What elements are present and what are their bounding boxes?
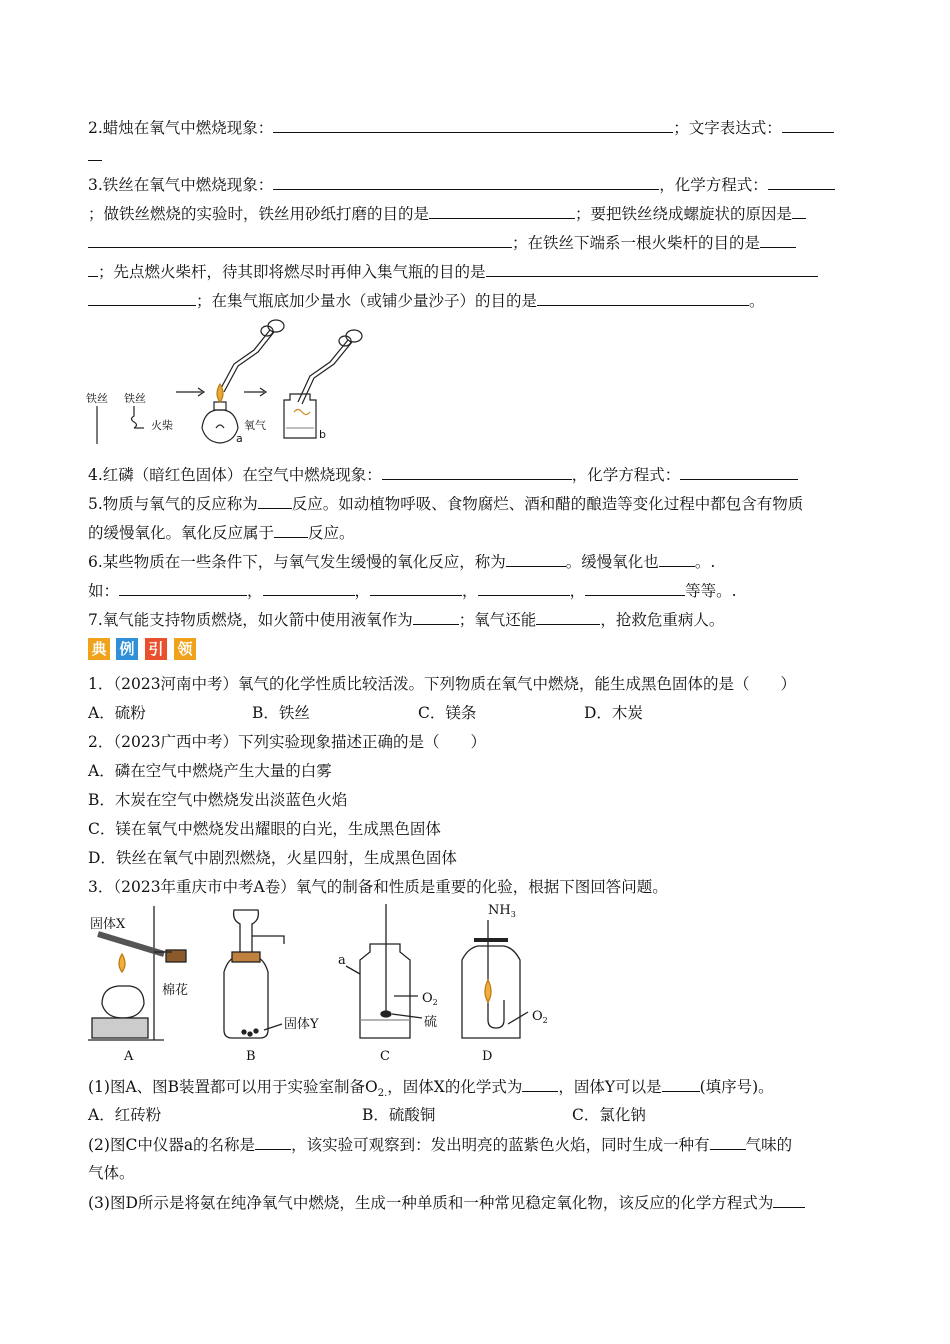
q6-text: 。缓慢氧化也 xyxy=(565,553,659,571)
fig-label-wire: 铁丝 xyxy=(86,392,108,405)
blank xyxy=(258,493,292,509)
q3-lead: 3.铁丝在氧气中燃烧现象： xyxy=(88,176,274,194)
q3-text: ；要把铁丝绕成螺旋状的原因是 xyxy=(575,205,793,223)
alcohol-lamp xyxy=(102,986,144,1018)
crucible-tongs xyxy=(220,330,270,390)
q5-text: 反应。 xyxy=(308,524,355,542)
gas-jar-c xyxy=(360,944,410,1038)
q3-text: ；在集气瓶底加少量水（或铺少量沙子）的目的是 xyxy=(196,292,538,310)
q3-text: ；在铁丝下端系一根火柴杆的目的是 xyxy=(512,234,761,252)
section-badge-char: 领 xyxy=(174,638,196,660)
funnel xyxy=(234,910,259,952)
label-cotton: 棉花 xyxy=(162,983,189,998)
label-apparatus-b: B xyxy=(246,1049,256,1064)
label-apparatus-d: D xyxy=(482,1049,493,1064)
blank xyxy=(662,1076,700,1092)
p1-text: (填序号)。 xyxy=(699,1078,774,1096)
q2-line2 xyxy=(88,145,102,166)
example-1-option-d: D．木炭 xyxy=(584,704,643,722)
blank xyxy=(119,580,247,596)
blank xyxy=(263,580,355,596)
blank xyxy=(255,1134,291,1150)
blank xyxy=(680,464,798,480)
blank xyxy=(478,580,570,596)
blank xyxy=(429,203,575,219)
label-solid-x: 固体X xyxy=(90,917,126,932)
blank xyxy=(585,580,685,596)
blank xyxy=(486,261,818,277)
p2-text: (2)图C中仪器a的名称是 xyxy=(88,1136,256,1154)
label-apparatus-a: A xyxy=(124,1049,134,1064)
example-3-part1 xyxy=(88,1076,774,1104)
label-nh3: $NH_3$ xyxy=(488,903,516,919)
p3-text: (3)图D所示是将氨在纯净氧气中燃烧，生成一种单质和一种常见稳定氧化物，该反应的化学方程式为 xyxy=(88,1194,774,1212)
example-3-stem: 3．（2023年重庆市中考A卷）氧气的制备和性质是重要的化验，根据下图回答问题。 xyxy=(88,878,668,896)
q2-line1 xyxy=(88,117,834,138)
p1-text: (1)图A、图B装置都可以用于实验室制备O xyxy=(88,1078,378,1096)
q6-text: 。. xyxy=(694,553,716,571)
example-3-option-c: C．氯化钠 xyxy=(572,1106,646,1124)
blank xyxy=(273,174,659,190)
q6-text: 6.某些物质在一些条件下，与氧气发生缓慢的氧化反应，称为 xyxy=(88,553,506,571)
q3-line2 xyxy=(88,203,806,224)
oxygen-apparatus-figure xyxy=(84,900,554,1066)
p2-text: ，该实验可观察到：发出明亮的蓝紫色火焰，同时生成一种有 xyxy=(291,1136,710,1154)
q6-sep: ， xyxy=(354,582,371,600)
fig-label-a: a xyxy=(236,432,243,445)
q7-text: 7.氧气能支持物质燃烧，如火箭中使用液氧作为 xyxy=(88,611,413,629)
q6-sep: ， xyxy=(247,582,263,600)
fig-label-oxygen: 氧气 xyxy=(244,419,266,432)
label-apparatus-c: C xyxy=(380,1049,390,1064)
glass-tube xyxy=(488,920,504,1028)
q5-line1 xyxy=(88,493,803,514)
q7-text: ，抢救危重病人。 xyxy=(600,611,725,629)
blank xyxy=(768,174,835,190)
example-3-option-b: B．硫酸铜 xyxy=(362,1106,436,1124)
example-2-option-c: C．镁在氧气中燃烧发出耀眼的白光，生成黑色固体 xyxy=(88,820,441,838)
p1-text: ，固体X的化学式为 xyxy=(387,1078,523,1096)
p2-text: 气味的 xyxy=(745,1136,793,1154)
gas-bottle-b xyxy=(224,956,268,1038)
blank xyxy=(782,117,834,133)
q5-line2 xyxy=(88,522,355,543)
coiled-wire xyxy=(132,406,137,428)
example-1-option-a: A．硫粉 xyxy=(88,704,146,722)
q6-sep: ， xyxy=(462,582,478,600)
blank xyxy=(88,290,196,306)
q3-text: 。 xyxy=(749,292,765,310)
q6-line2 xyxy=(88,580,737,601)
q6-sep: ， xyxy=(569,582,586,600)
blank xyxy=(760,232,796,248)
section-badge-char: 例 xyxy=(116,638,138,660)
q5-text: 5.物质与氧气的反应称为 xyxy=(88,495,258,513)
blank xyxy=(370,580,462,596)
q3-line4 xyxy=(88,261,818,282)
gas-jar xyxy=(284,394,316,438)
section-badge-char: 引 xyxy=(145,638,167,660)
p1-sub: 2. xyxy=(377,1088,388,1100)
q3-mid: ，化学方程式： xyxy=(659,176,768,194)
example-3-part2-cont: 气体。 xyxy=(88,1164,135,1182)
q6-text: 等等。. xyxy=(685,582,737,600)
p1-text: ，固体Y可以是 xyxy=(558,1078,662,1096)
example-1-stem: 1．（2023河南中考）氧气的化学性质比较活泼。下列物质在氧气中燃烧，能生成黑色固体的是（ ） xyxy=(88,675,797,693)
q4-line xyxy=(88,464,798,485)
blank xyxy=(537,290,749,306)
q6-text: 如： xyxy=(88,582,120,600)
blank xyxy=(273,117,673,133)
alcohol-lamp xyxy=(202,410,238,443)
fig-label-wire: 铁丝 xyxy=(124,392,146,405)
q7-text: ；氧气还能 xyxy=(458,611,537,629)
example-2-option-a: A．磷在空气中燃烧产生大量的白雾 xyxy=(88,762,332,780)
q3-line1 xyxy=(88,174,835,195)
blank xyxy=(773,1192,805,1208)
q5-text: 反应。如动植物呼吸、食物腐烂、酒和醋的酿造等变化过程中都包含有物质 xyxy=(291,495,804,513)
fig-label-b: b xyxy=(319,428,326,441)
blank xyxy=(506,551,566,567)
q3-line3 xyxy=(88,232,796,253)
q3-line5 xyxy=(88,290,765,311)
blank xyxy=(88,145,102,161)
example-3-part2 xyxy=(88,1134,792,1155)
q2-mid: ；文字表达式： xyxy=(673,119,782,137)
blank xyxy=(536,609,600,625)
fig-label-match: 火柴 xyxy=(151,419,173,432)
q4-lead: 4.红磷（暗红色固体）在空气中燃烧现象： xyxy=(88,466,382,484)
example-1-option-b: B．铁丝 xyxy=(252,704,310,722)
iron-wire-experiment-figure xyxy=(84,316,374,448)
blank xyxy=(88,232,512,248)
blank xyxy=(522,1076,558,1092)
q6-line1 xyxy=(88,551,715,572)
section-badge-char: 典 xyxy=(88,638,110,660)
blank xyxy=(88,261,98,277)
example-2-option-d: D．铁丝在氧气中剧烈燃烧，火星四射，生成黑色固体 xyxy=(88,849,457,867)
q4-mid: ，化学方程式： xyxy=(571,466,681,484)
blank xyxy=(792,203,806,219)
label-solid-y: 固体Y xyxy=(284,1017,319,1032)
blank xyxy=(382,464,572,480)
label-sulfur: 硫 xyxy=(424,1015,438,1030)
example-2-stem: 2．（2023广西中考）下列实验现象描述正确的是（ ） xyxy=(88,733,487,751)
label-o2: $O_2$ xyxy=(532,1009,548,1025)
example-2-option-b: B．木炭在空气中燃烧发出淡蓝色火焰 xyxy=(88,791,348,809)
example-1-option-c: C．镁条 xyxy=(418,704,477,722)
q2-lead: 2.蜡烛在氧气中燃烧现象： xyxy=(88,119,274,137)
label-a: a xyxy=(338,953,346,968)
blank xyxy=(413,609,459,625)
blank xyxy=(274,522,308,538)
q3-text: ；先点燃火柴杆，待其即将燃尽时再伸入集气瓶的目的是 xyxy=(98,263,486,281)
q3-text: ；做铁丝燃烧的实验时，铁丝用砂纸打磨的目的是 xyxy=(88,205,430,223)
blank xyxy=(710,1134,746,1150)
q7-line xyxy=(88,609,724,630)
example-3-option-a: A．红砖粉 xyxy=(88,1106,162,1124)
label-o2: $O_2$ xyxy=(422,991,438,1007)
example-3-part3 xyxy=(88,1192,805,1213)
q5-text: 的缓慢氧化。氧化反应属于 xyxy=(88,524,275,542)
blank xyxy=(659,551,695,567)
